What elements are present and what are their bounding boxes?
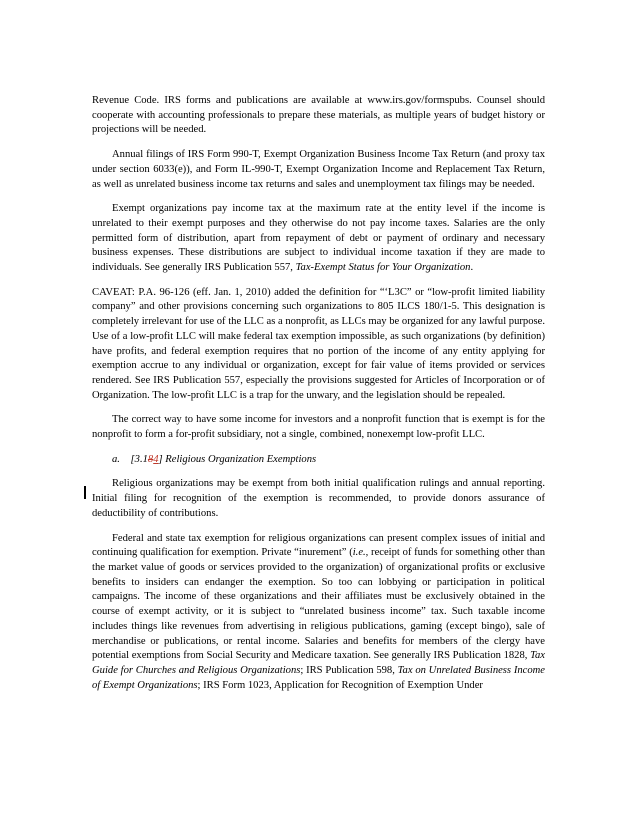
italic-text: Tax Guide for Churches and Religious Organizations [92, 650, 545, 676]
paragraph-text: Exempt organizations pay income tax at the maximum rate at the entity level if the income is unrelated to their exempt purposes and they otherwise do not pay income taxes. Salaries are the only permitted form of distribution, apart from repayment of debt or payment of ordinary and necessary business expenses. These distributions are subject to individual income taxation if they are made to individuals. See generally IRS Publication 557, [92, 203, 545, 274]
paragraph [92, 532, 545, 694]
paragraph [92, 286, 545, 404]
body-text [92, 94, 545, 703]
paragraphs-after-heading [92, 477, 545, 693]
paragraph-text: Federal and state tax exemption for religious organizations can present complex issues of initial and continuing qualification for exemption. Private “inurement” ( [92, 532, 545, 559]
section-heading-inserted-number: 4 [153, 453, 159, 465]
paragraph-text: The correct way to have some income for investors and a nonprofit function that is exempt is for the nonprofit to form a for-profit subsidiary, not a single, combined, nonexempt low-profit LLC. [92, 414, 545, 441]
paragraph-text: . [470, 262, 474, 274]
section-heading-prefix: [3.1 [130, 453, 148, 465]
paragraph [92, 148, 545, 192]
paragraph-text: receipt of funds for something other than the market value of goods or services provided to the organization) of organizational profits or exclusive benefits to insiders can endanger the exemption. So too can lobbying or participation in political campaigns. The income of these organizations and their affiliates must be exclusively obtained in the course of exempt activity, or it is subject to “unrelated business income” tax. Such taxable income includes things like revenues from advertising in religious publications, gaming (except bingo), sale of merchandise or publications, or rental income. Salaries and benefits for members of the clergy have potential exemptions from Social Security and Medicare taxation. See generally IRS Publication 1828, [92, 547, 545, 662]
paragraph-text: ; IRS Form 1023, Application for Recognition of Exemption Under [197, 679, 483, 691]
change-bar [84, 486, 86, 499]
section-heading-letter: a. [112, 453, 120, 465]
paragraph-text: CAVEAT: P.A. 96-126 (eff. Jan. 1, 2010) added the definition for “‘L3C” or “low-profit limited liability company” and other provisions concerning such organizations to 805 ILCS 180/1-5. This designation is completely irrelevant for use of the LLC as a nonprofit, as LLCs may be organized for any lawful purpose. Use of a low-profit LLC will make federal tax exemption impossible, as such organizations (by definition) have profits, and federal exemption requires that no portion of the income of any entity applying for exemption accrue to any individual or organization, except for fair value of items provided or services rendered. See IRS Publication 557, especially the provisions suggested for Articles of Incorporation or of Organization. The low-profit LLC is a trap for the unwary, and the legislation should be repealed. [92, 286, 545, 401]
paragraph [92, 202, 545, 276]
paragraph [92, 413, 545, 442]
italic-text: Tax on Unrelated Business Income of Exempt Organizations [92, 664, 545, 691]
paragraph [92, 94, 545, 138]
section-heading-title: ] Religious Organization Exemptions [158, 453, 317, 465]
italic-text: i.e., [352, 547, 369, 559]
paragraph-text: Religious organizations may be exempt from both initial qualification rulings and annual reporting. Initial filing for recognition of the exemption is recommended, to provide donors assurance of deductibility of contributions. [92, 478, 545, 519]
paragraph-text: ; IRS Publication 598, [300, 664, 398, 676]
paragraph-text: Revenue Code. IRS forms and publications are available at www.irs.gov/formspubs. Counsel should cooperate with accounting professionals to prepare these materials, as multiple years of budget history or projections will be needed. [92, 95, 545, 136]
paragraph-text: Annual filings of IRS Form 990-T, Exempt Organization Business Income Tax Return (and proxy tax under section 6033(e)), and Form IL-990-T, Exempt Organization Income and Replacement Tax Return, as well as unrelated business income tax returns and sales and unemployment tax filings may be needed. [92, 149, 545, 190]
section-heading [112, 453, 545, 468]
section-heading-deleted-number: 8 [147, 453, 154, 465]
italic-text: Tax-Exempt Status for Your Organization [295, 262, 471, 274]
paragraph [92, 477, 545, 521]
paragraphs-before-heading [92, 94, 545, 443]
